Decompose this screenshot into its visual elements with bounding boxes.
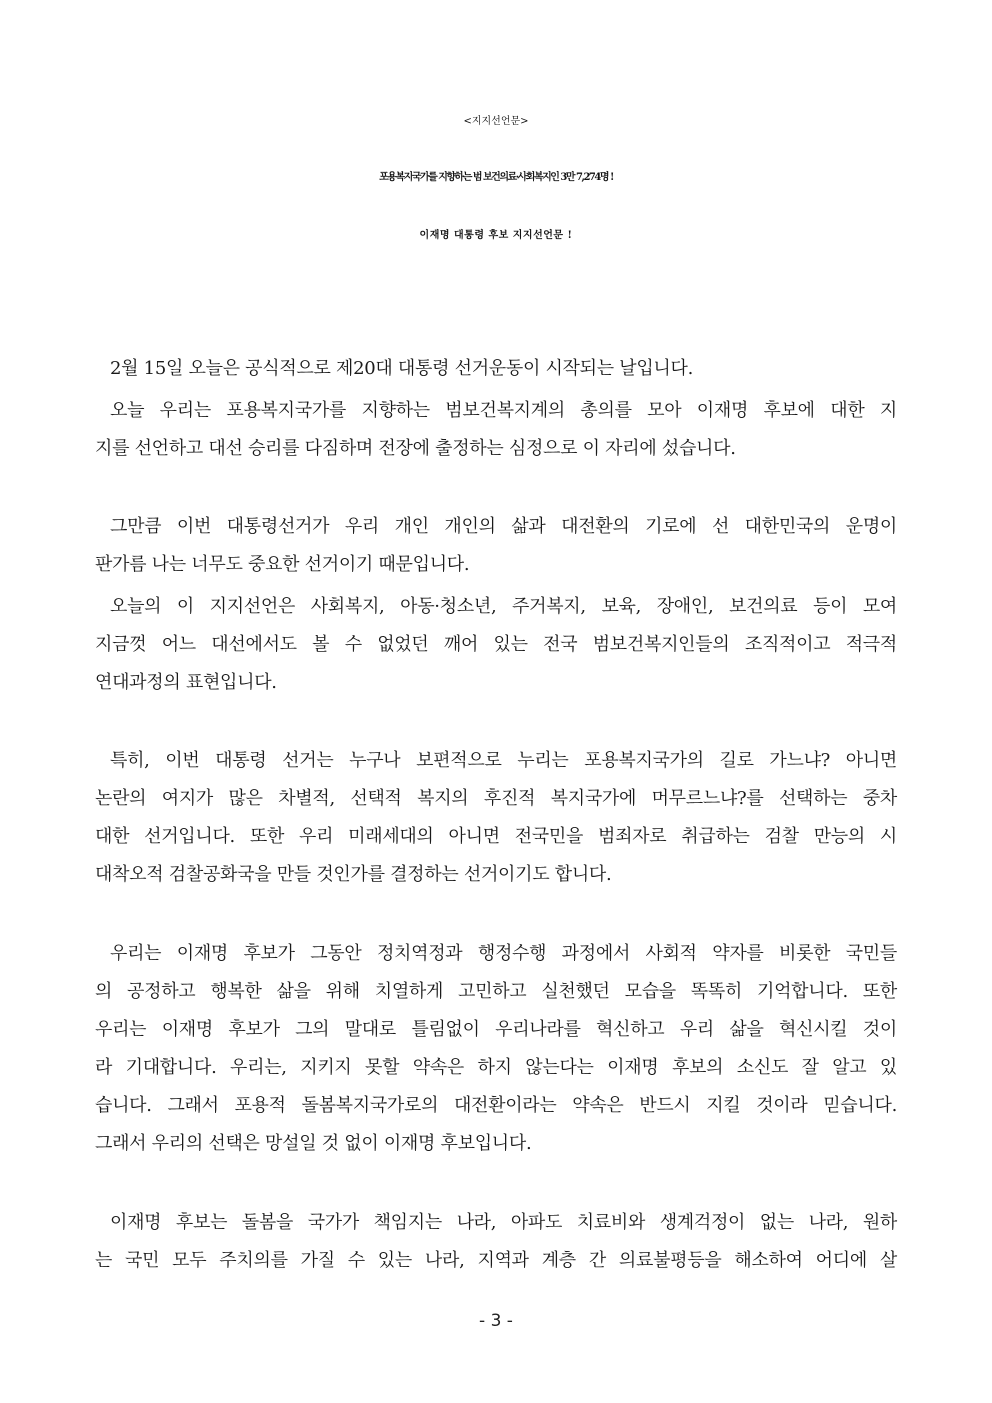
body-line: 그만큼 이번 대통령선거가 우리 개인 개인의 삶과 대전환의 기로에 선 대한민국의 운명이 (110, 516, 897, 537)
body-line: 오늘 우리는 포용복지국가를 지향하는 범보건복지계의 총의를 모아 이재명 후보에 대한 지 (110, 400, 897, 421)
body-line: 연대과정의 표현입니다. (95, 672, 277, 693)
document-heading: <지지선언문> (463, 116, 529, 127)
body-line: 대착오적 검찰공화국을 만들 것인가를 결정하는 선거이기도 합니다. (95, 864, 612, 885)
page-number: - 3 - (479, 1311, 513, 1331)
body-line: 대한 선거입니다. 또한 우리 미래세대의 아니면 전국민을 범죄자로 취급하는 검찰 만능의 시 (95, 826, 897, 847)
body-line: 2월 15일 오늘은 공식적으로 제20대 대통령 선거운동이 시작되는 날입니다. (110, 358, 694, 379)
body-line: 그래서 우리의 선택은 망설일 것 없이 이재명 후보입니다. (95, 1133, 532, 1154)
body-line: 지금껏 어느 대선에서도 볼 수 없었던 깨어 있는 전국 범보건복지인들의 조직적이고 적극적 (95, 634, 897, 655)
body-line: 라 기대합니다. 우리는, 지키지 못할 약속은 하지 않는다는 이재명 후보의 소신도 잘 알고 있 (95, 1057, 897, 1078)
body-line: 판가름 나는 너무도 중요한 선거이기 때문입니다. (95, 554, 470, 575)
document-title: 이재명 대통령 후보 지지선언문 ! (419, 230, 573, 241)
body-line: 습니다. 그래서 포용적 돌봄복지국가로의 대전환이라는 약속은 반드시 지킬 것이라 믿습니다. (95, 1095, 897, 1116)
document-subtitle: 포용복지국가를 지향하는 범 보건의료·사회복지인 3만 7,274명 ! (379, 172, 613, 183)
body-line: 이재명 후보는 돌봄을 국가가 책임지는 나라, 아파도 치료비와 생계걱정이 없는 나라, 원하 (110, 1212, 897, 1233)
body-line: 논란의 여지가 많은 차별적, 선택적 복지의 후진적 복지국가에 머무르느냐?를 선택하는 중차 (95, 788, 897, 809)
body-line: 지를 선언하고 대선 승리를 다짐하며 전장에 출정하는 심정으로 이 자리에 섰습니다. (95, 438, 736, 459)
body-line: 우리는 이재명 후보가 그의 말대로 틀림없이 우리나라를 혁신하고 우리 삶을 혁신시킬 것이 (95, 1019, 897, 1040)
body-line: 특히, 이번 대통령 선거는 누구나 보편적으로 누리는 포용복지국가의 길로 가느냐? 아니면 (110, 750, 897, 771)
body-line: 의 공정하고 행복한 삶을 위해 치열하게 고민하고 실천했던 모습을 똑똑히 기억합니다. 또한 (95, 981, 897, 1002)
body-line: 는 국민 모두 주치의를 가질 수 있는 나라, 지역과 계층 간 의료불평등을 해소하여 어디에 살 (95, 1250, 897, 1271)
body-line: 우리는 이재명 후보가 그동안 정치역정과 행정수행 과정에서 사회적 약자를 비롯한 국민들 (110, 943, 897, 964)
body-line: 오늘의 이 지지선언은 사회복지, 아동·청소년, 주거복지, 보육, 장애인, 보건의료 등이 모여 (110, 596, 897, 617)
